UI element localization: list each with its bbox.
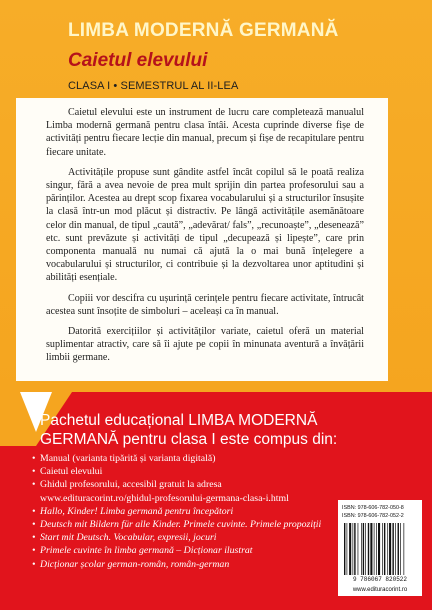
isbn-line-2: ISBN: 978-606-782-052-2 [342, 513, 404, 519]
description-panel [16, 98, 388, 381]
list-item-url[interactable]: www.edituracorint.ro/ghidul-profesorului-germana-clasa-i.html [40, 492, 289, 504]
book-title: LIMBA MODERNĂ GERMANĂ [68, 20, 339, 41]
isbn-line-1: ISBN: 978-606-782-050-8 [342, 505, 404, 511]
bullet-icon: • [32, 532, 36, 544]
list-item: • Start mit Deutsch. Vocabular, expresii, jocuri [32, 532, 217, 544]
paragraph-2: Activitățile propuse sunt gândite astfel încât copilul să le poată realiza singur, fără a avea nevoie de prea mult sprijin din partea profesorului sau a părinților. Acestea au drept scop fixarea vocabularului și a structurilor însușite la clasă într-un mod plăcut și distractiv. Pe lângă activitățile asemănătoare celor din manual, de tipul „caută”, „adevărat/ fals”, „recunoaște”, „desenează” etc. sunt prevăzute și activități de tipul „decupează și lipește”, care prin componenta manuală nu numai că ajută la o mai bună înțelegere a vocabularului și structurilor, ci contribuie și la dezvoltarea unor aptitudini și abilități esențiale. [46, 166, 364, 284]
description-text [46, 106, 364, 372]
barcode-digits: 9 786067 820522 [352, 576, 407, 583]
bullet-icon: • [32, 466, 36, 478]
bullet-icon: • [32, 545, 36, 557]
package-list [32, 452, 332, 571]
bullet-icon: • [32, 519, 36, 531]
list-item: • Primele cuvinte în limba germană – Dicționar ilustrat [32, 545, 253, 557]
paragraph-4: Datorită exercițiilor și activităților variate, caietul oferă un material suplimentar atractiv, care să îi ajute pe copii în minunata aventură a învățării limbii germane. [46, 326, 364, 364]
bullet-icon: • [32, 453, 36, 464]
list-item: • Deutsch mit Bildern für alle Kinder. Primele cuvinte. Primele propoziții [32, 519, 322, 531]
list-item: • Dicționar școlar german-român, român-german [32, 558, 230, 570]
publisher-website[interactable]: www.edituracorint.ro [352, 587, 408, 593]
isbn-box [338, 500, 422, 596]
list-item: • Caietul elevului [32, 466, 103, 478]
barcode-icon [342, 523, 418, 575]
book-subtitle: Caietul elevului [68, 50, 208, 71]
package-heading: Pachetul educațional LIMBA MODERNĂ GERMANĂ pentru clasa I este compus din: [40, 412, 338, 448]
paragraph-3: Copiii vor descifra cu ușurință cerințele pentru fiecare activitate, întrucât acestea sunt însoțite de simboluri – aceleași ca în manual. [46, 292, 364, 317]
list-item: • Ghidul profesorului, accesibil gratuit la adresa [32, 479, 222, 491]
bullet-icon: • [32, 505, 36, 517]
bullet-icon: • [32, 479, 36, 491]
class-semester-line: CLASA I • SEMESTRUL AL II-LEA [68, 80, 239, 92]
paragraph-1: Caietul elevului este un instrument de lucru care completează manualul Limba modernă germană pentru clasa întâi. Acesta cuprinde diverse fișe de activități pentru fiecare lecție din manual, precum și fișe de recapitulare pentru fiecare unitate. [46, 107, 364, 158]
bullet-icon: • [32, 558, 36, 570]
list-item: • Manual (varianta tipărită și varianta digitală) [32, 453, 216, 464]
list-item: • Hallo, Kinder! Limba germană pentru începători [32, 505, 234, 517]
